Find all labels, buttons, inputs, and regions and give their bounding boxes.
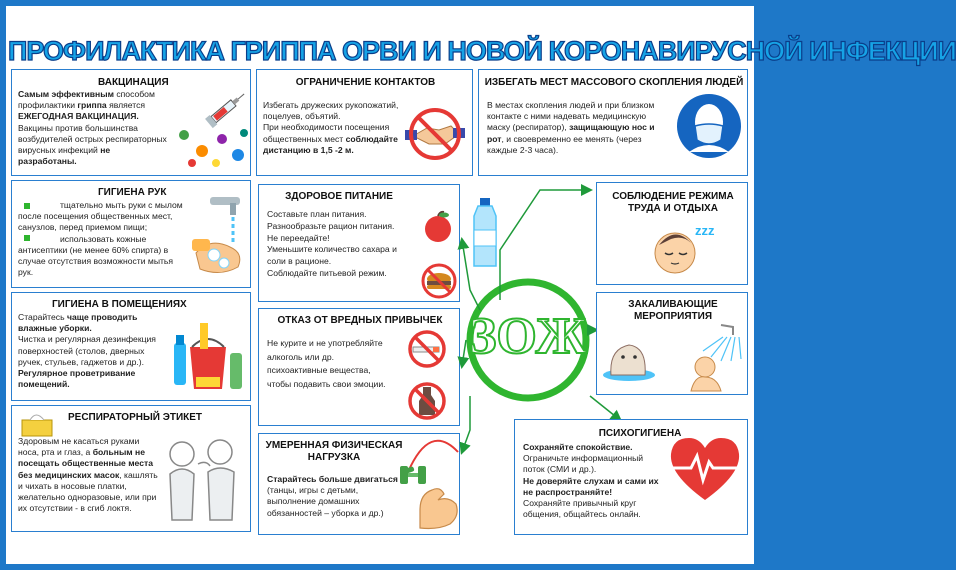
- card-text: Сохраняйте спокойствие. Ограничьте информационный поток (СМИ и др.). Не доверяйте слухам и сами их не распространяйте! Сохраняйте привычный круг общения, общайтесь онлайн.: [523, 442, 659, 520]
- page-title: ПРОФИЛАКТИКА ГРИППА ОРВИ И НОВОЙ КОРОНАВИРУСНОЙ ИНФЕКЦИИ: [8, 36, 956, 66]
- card-title: ВАКЦИНАЦИЯ: [98, 77, 169, 88]
- card-text: В местах скопления людей и при близком контакте с ними надевать медицинскую маску (респиратор), защищающую нос и рот, и своевременно ее менять (через каждые 2-3 часа).: [487, 100, 655, 155]
- card-hardening: [596, 292, 748, 395]
- heart-pulse-icon: [665, 434, 745, 504]
- card-text: Старайтесь чаще проводить влажные уборки. Чистка и регулярная дезинфекция поверхностей (столов, дверных ручек, стульев, гаджетов и др.). Регулярное проветривание помещений.: [18, 312, 156, 390]
- center-label: ЗОЖ: [468, 308, 587, 365]
- card-title: ИЗБЕГАТЬ МЕСТ МАССОВОГО СКОПЛЕНИЯ ЛЮДЕЙ: [484, 77, 744, 88]
- card-text: Старайтесь больше двигаться (танцы, игры с детьми, выполнение домашних обязанностей – уборка и др.): [267, 474, 398, 518]
- card-regime: [596, 182, 748, 285]
- card-title: ПСИХОГИГИЕНА: [598, 428, 682, 439]
- card-text: Составьте план питания. Разнообразьте рацион питания. Не переедайте! Уменьшите количество сахара и соли в рационе. Соблюдайте питьевой режим.: [267, 209, 397, 278]
- card-title: ГИГИЕНА В ПОМЕЩЕНИЯХ: [52, 299, 187, 310]
- card-title: ЗДОРОВОЕ ПИТАНИЕ: [285, 191, 393, 202]
- card-title: РЕСПИРАТОРНЫЙ ЭТИКЕТ: [68, 412, 203, 423]
- card-text: Здоровым не касаться руками носа, рта и глаз, а больным не посещать общественные места без медицинских масок, кашлять и чихать в носовые платки, желательно одноразовые, или при их отсутствии - в сгиб локтя.: [18, 436, 158, 514]
- card-title: СОБЛЮДЕНИЕ РЕЖИМА ТРУДА И ОТДЫХА: [612, 191, 734, 214]
- card-title: ОТКАЗ ОТ ВРЕДНЫХ ПРИВЫЧЕК: [277, 315, 443, 326]
- card-title: ОГРАНИЧЕНИЕ КОНТАКТОВ: [295, 77, 436, 88]
- card-psycho: [514, 419, 748, 535]
- card-text: Не курите и не употребляйте алкоголь или др. психоактивные вещества, чтобы подавить свои эмоции.: [267, 338, 386, 389]
- seal-icon: [601, 335, 657, 381]
- card-title: ЗАКАЛИВАЮЩИЕ МЕРОПРИЯТИЯ: [628, 299, 718, 322]
- card-title: ГИГИЕНА РУК: [98, 187, 167, 198]
- card-text: Избегать дружеских рукопожатий, поцелуев, объятий. При необходимости посещения общественных мест соблюдайте дистанцию в 1,5 -2 м.: [263, 100, 399, 155]
- card-text: Самым эффективным способом профилактики гриппа является ЕЖЕГОДНАЯ ВАКЦИНАЦИЯ. Вакцины против большинства возбудителей острых респираторных вирусных инфекций не разработаны.: [18, 89, 167, 167]
- card-title: УМЕРЕННАЯ ФИЗИЧЕСКАЯ НАГРУЗКА: [265, 440, 403, 463]
- shower-icon: [681, 321, 743, 391]
- zzz-label: zzz: [695, 223, 715, 238]
- card-text: тщательно мыть руки с мылом после посещения общественных мест, санузлов, перед приемом пищи; использовать кожные антисептики (не менее 60% спирта) в случае отсутствия возможности мытья рук.: [18, 200, 183, 278]
